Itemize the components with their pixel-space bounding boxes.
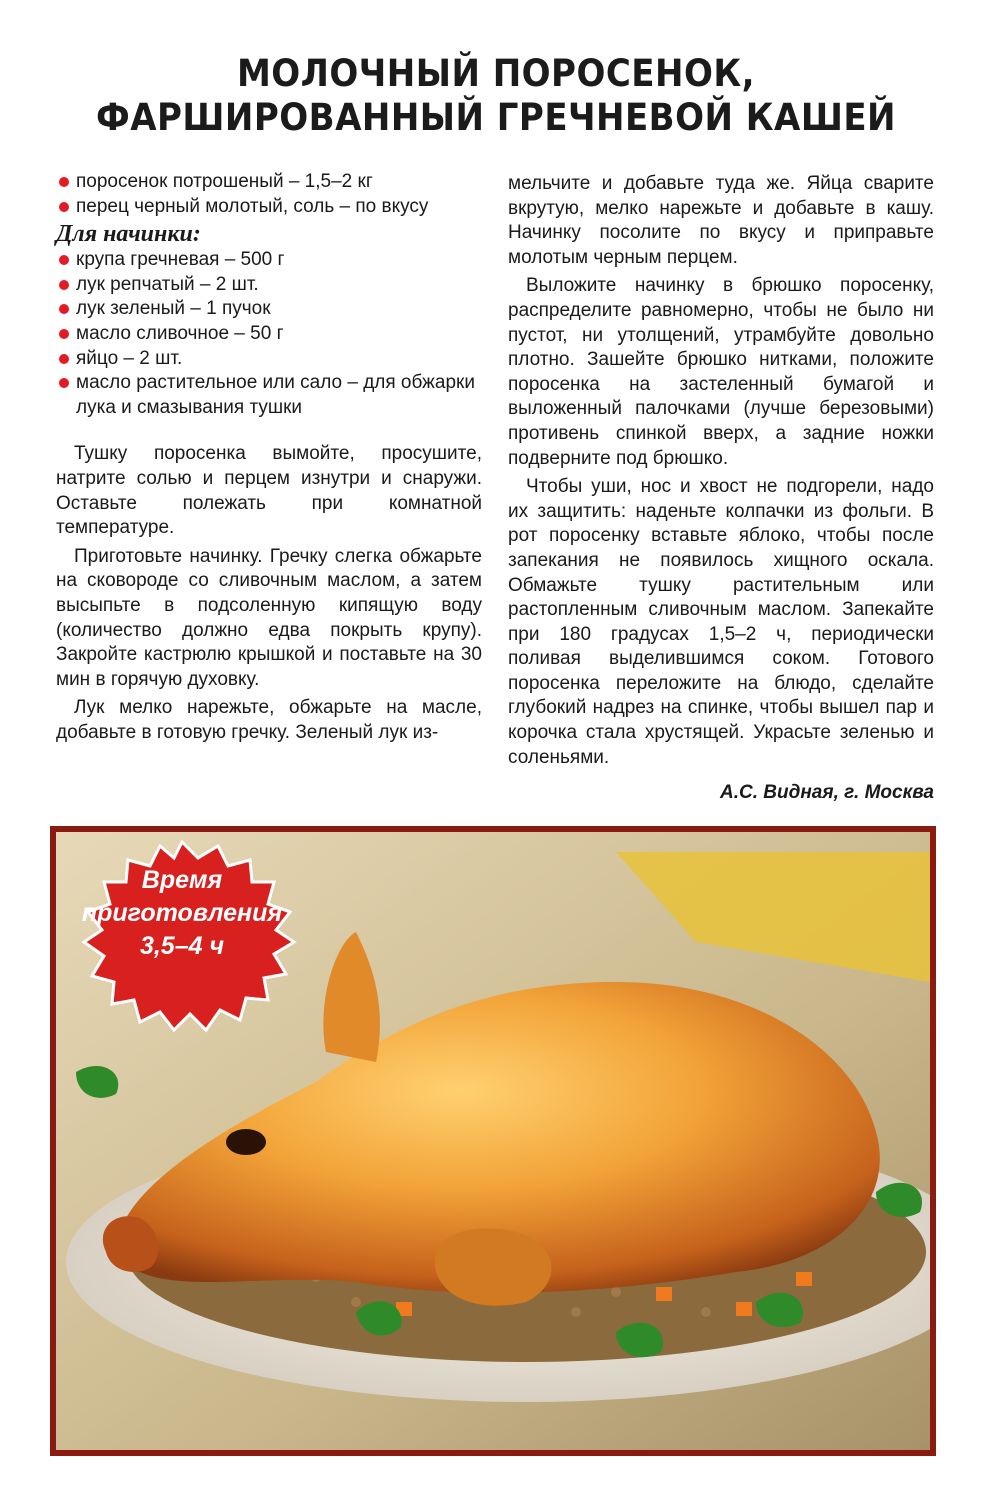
badge-line-1: Время xyxy=(141,866,223,894)
method-paragraph: Чтобы уши, нос и хвост не подгорели, надо их защитить: наденьте колпачки из фольги. В рот поросенку вставьте яблоко, чтобы после запекания не появилось хищного оскала. Обмажьте тушку растительным или растопленным сливочным маслом. Запекайте при 180 градусах 1,5–2 ч, периодически поливая выделившимся соком. Готового поросенка переложите на блюдо, сделайте глубокий надрез на спинке, чтобы вышел пар и корочка стала хрустящей. Украсьте зеленью и соленьями. xyxy=(508,476,934,768)
method-paragraph: Лук мелко нарежьте, обжарьте на масле, добавьте в готовую гречку. Зеленый лук из- xyxy=(56,697,482,743)
ingredient-item: яйцо – 2 шт. xyxy=(76,347,482,372)
ingredient-item: лук репчатый – 2 шт. xyxy=(76,273,482,298)
recipe-author: А.С. Видная, г. Москва xyxy=(719,782,934,804)
right-column xyxy=(508,172,934,806)
method-paragraph: Выложите начинку в брюшко поросенку, распределите равномерно, чтобы не было ни пустот, ни утолщений, утрамбуйте довольно плотно. Зашейте брюшко нитками, положите поросенка на застеленный бумагой и выложенный палочками (лучше березовыми) противень спинкой вверх, а задние ножки подверните под брюшко. xyxy=(508,275,934,469)
badge-text xyxy=(62,864,302,963)
cooking-time-badge xyxy=(62,836,302,1036)
ingredient-item: крупа гречневая – 500 г xyxy=(76,248,482,273)
left-column xyxy=(56,170,482,745)
method-paragraph-continuation: мельчите и добавьте туда же. Яйца сварите вкрутую, мелко нарежьте и добавьте в кашу. Начинку посолите по вкусу и приправьте молотым черным перцем. xyxy=(508,173,934,268)
filling-heading: Для начинки: xyxy=(56,221,201,248)
recipe-title xyxy=(40,52,953,140)
recipe-title-line-2: ФАРШИРОВАННЫЙ ГРЕЧНЕВОЙ КАШЕЙ xyxy=(95,96,897,139)
ingredient-item: поросенок потрошеный – 1,5–2 кг xyxy=(76,170,482,195)
method-left xyxy=(56,442,482,745)
badge-line-3: 3,5–4 ч xyxy=(139,932,225,960)
ingredient-item: масло сливочное – 50 г xyxy=(76,322,482,347)
recipe-title-line-1: МОЛОЧНЫЙ ПОРОСЕНОК, xyxy=(236,52,756,95)
ingredient-item: перец черный молотый, соль – по вкусу xyxy=(76,195,482,220)
main-ingredients-list xyxy=(56,170,482,219)
badge-line-2: приготовления xyxy=(81,899,283,927)
ingredient-item: масло растительное или сало – для обжарки лука и смазывания тушки xyxy=(76,371,482,420)
ingredient-item: лук зеленый – 1 пучок xyxy=(76,297,482,322)
method-paragraph: Тушку поросенка вымойте, просушите, натрите солью и перцем изнутри и снаружи. Оставьте полежать при комнатной температуре. xyxy=(56,443,482,539)
filling-ingredients-list xyxy=(56,248,482,420)
method-paragraph: Приготовьте начинку. Гречку слегка обжарьте на сковороде со сливочным маслом, а затем высыпьте в подсоленную кипящую воду (количество должно едва покрыть крупу). Закройте кастрюлю крышкой и поставьте на 30 мин в горячую духовку. xyxy=(56,545,482,690)
